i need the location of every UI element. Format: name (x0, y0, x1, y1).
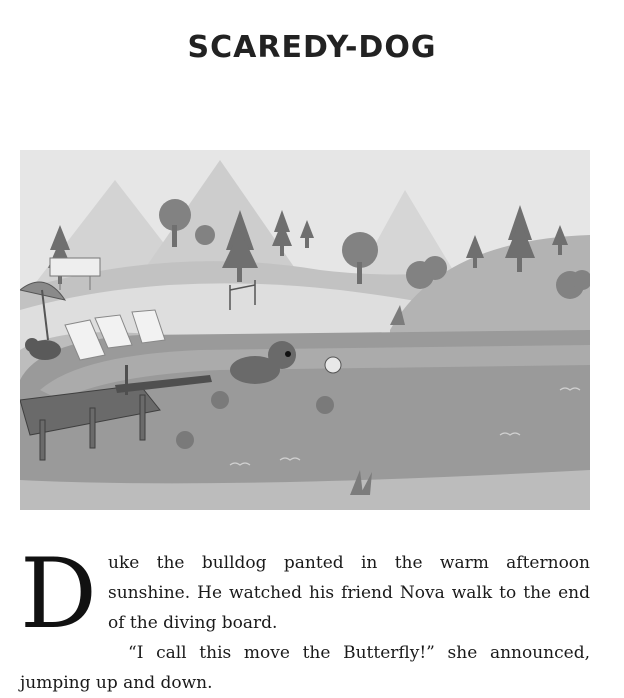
paragraph-1: uke the bulldog panted in the warm afternoon sunshine. He watched his friend Nova walk to the end of the diving board. (108, 553, 590, 633)
lake-illustration (20, 150, 590, 510)
paragraph-2: “I call this move the Butterfly!” she announced, jumping up and down. (20, 643, 590, 693)
beach-ball (325, 357, 341, 373)
drop-cap: D (20, 538, 97, 650)
chapter-title: SCAREDY-DOG (187, 30, 437, 65)
story-text (20, 538, 590, 698)
